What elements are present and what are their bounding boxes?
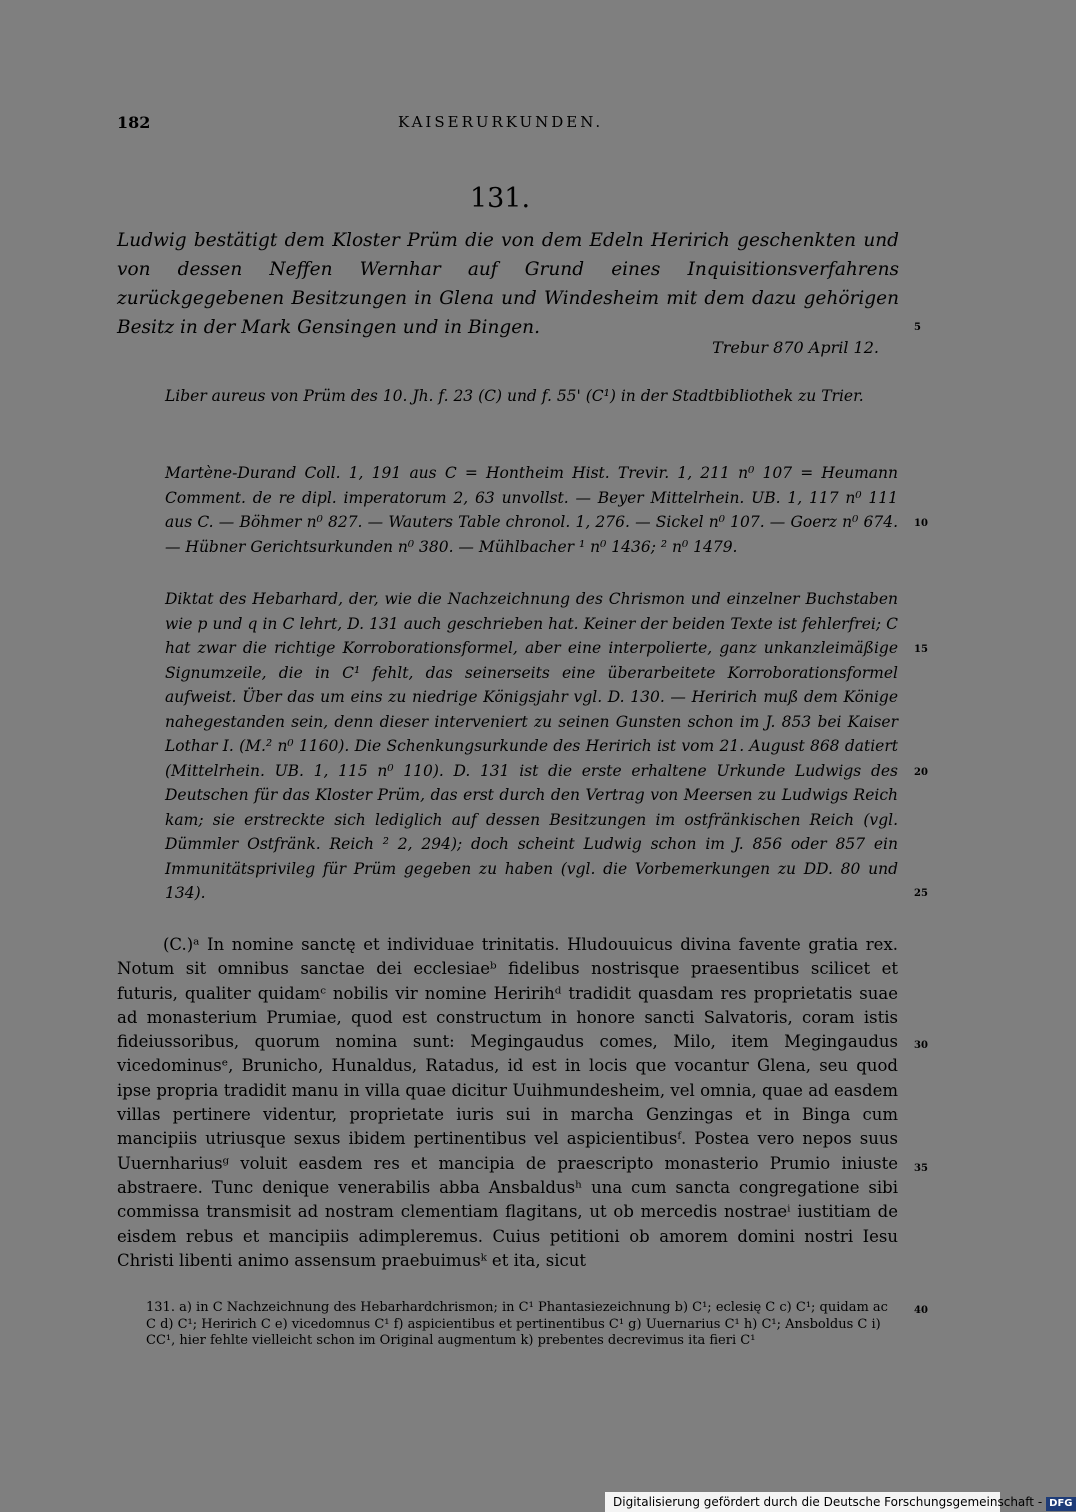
regest: Ludwig bestätigt dem Kloster Prüm die von dem Edeln Heririch geschenkten und von dessen Neffen Wernhar auf Grund eines Inquisitionsverfahrens zurückgegebenen Besitzungen in Glena und Windesheim mit dem dazu gehörigen Besitz in der Mark Gensingen und in Bingen. [117,230,899,338]
dfg-logo-icon: DFG [1046,1497,1075,1511]
line-number: 15 [914,644,928,655]
dateline: Trebur 870 April 12. [712,338,879,357]
commentary: Diktat des Hebarhard, der, wie die Nachzeichnung des Chrismon und einzelner Buchstaben wie p und q in C lehrt, D. 131 auch geschrieben hat. Keiner der beiden Texte ist fehlerfrei; C hat zwar die richtige Korroborationsformel, aber eine interpolierte, ganz unkanzleimäßige Signumzeile, die in C¹ fehlt, das seinerseits eine überarbeitete Korroborationsformel aufweist. Über das um eins zu niedrige Königsjahr vgl. D. 130. — Heririch muß dem Könige nahegestanden sein, denn dieser interveniert zu seinen Gunsten schon im J. 853 bei Kaiser Lothar I. (M.² n⁰ 1160). Die Schenkungsurkunde des Heririch ist vom 21. August 868 datiert (Mittelrhein. UB. 1, 115 n⁰ 110). D. 131 ist die erste erhaltene Urkunde Ludwigs des Deutschen für das Kloster Prüm, das erst durch den Vertrag von Meersen zu Ludwigs Reich kam; sie erstreckte sich lediglich auf dessen Besitzungen im ostfränkischen Reich (vgl. Dümmler Ostfränk. Reich ² 2, 294); doch scheint Ludwig schon im J. 856 oder 857 ein Immunitätsprivileg für Prüm gegeben zu haben (vgl. die Vorbemerkungen zu DD. 80 und 134). [165,590,898,902]
document-number: 131. [469,183,531,214]
funding-footer [605,1492,1073,1512]
charter-text: (C.)ᵃ In nomine sanctę et individuae trinitatis. Hludouuicus divina favente gratia rex. Notum sit omnibus sanctae dei ecclesiaeᵇ fidelibus nostrisque praesentibus scilicet et futuris, qualiter quidamᶜ nobilis vir nomine Heririhᵈ tradidit quasdam res proprietatis suae ad monasterium Prumiae, quod est constructum in honore sancti Salvatoris, coram istis fideiussoribus, quorum nomina sunt: Megingaudus comes, Milo, item Megingaudus vicedominusᵉ, Brunicho, Hunaldus, Ratadus, id est in locis que vocantur Glena, seu quod ipse propria tradidit manu in villa quae dicitur Uuihmundesheim, vel omnia, quae ad easdem villas pertinere videntur, proprietate iuris sui in marcha Genzingas et in Binga cum mancipiis utriusque sexus ibidem pertinentibus vel aspicientibusᶠ. Postea vero nepos suus Uuernhariusᵍ voluit easdem res et mancipia de praescripto monasterio Prumio iniuste abstraere. Tunc denique venerabilis abba Ansbaldusʰ una cum sancta congregatione sibi commissa transmisit ad nostram clementiam flagitans, ut ob mercedis nostraeⁱ iustitiam de eisdem rebus et mancipiis adimpleremus. Cuius petitioni ob amorem domini nostri Iesu Christi libenti animo assensum praebuimusᵏ et ita, sicut [117,935,898,1270]
line-number: 40 [914,1305,928,1316]
line-number: 5 [914,322,921,333]
footnotes: 131. a) in C Nachzeichnung des Hebarhardchrismon; in C¹ Phantasiezeichnung b) C¹; eclesię C c) C¹; quidam ac C d) C¹; Heririch C e) vicedomnus C¹ f) aspicientibus et pertinentibus C¹ g) Uuernarius C¹ h) C¹; Ansboldus C i) CC¹, hier fehlte vielleicht schon im Original augmentum k) prebentes decrevimus ita fieri C¹ [146,1300,888,1348]
page-number: 182 [117,113,151,132]
funding-text: Digitalisierung gefördert durch die Deutsche Forschungsgemeinschaft - [613,1495,1043,1509]
line-number: 25 [914,888,928,899]
line-number: 30 [914,1040,928,1051]
editions-note: Martène-Durand Coll. 1, 191 aus C = Hontheim Hist. Trevir. 1, 211 n⁰ 107 = Heumann Comment. de re dipl. imperatorum 2, 63 unvollst. — Beyer Mittelrhein. UB. 1, 117 n⁰ 111 aus C. — Böhmer n⁰ 827. — Wauters Table chronol. 1, 276. — Sickel n⁰ 107. — Goerz n⁰ 674. — Hübner Gerichtsurkunden n⁰ 380. — Mühlbacher ¹ n⁰ 1436; ² n⁰ 1479. [165,464,898,556]
tradition-note: Liber aureus von Prüm des 10. Jh. f. 23 (C) und f. 55' (C¹) in der Stadtbibliothek zu Trier. [165,387,864,405]
line-number: 10 [914,518,928,529]
line-number: 35 [914,1163,928,1174]
running-head: KAISERURKUNDEN. [398,113,604,131]
line-number: 20 [914,767,928,778]
